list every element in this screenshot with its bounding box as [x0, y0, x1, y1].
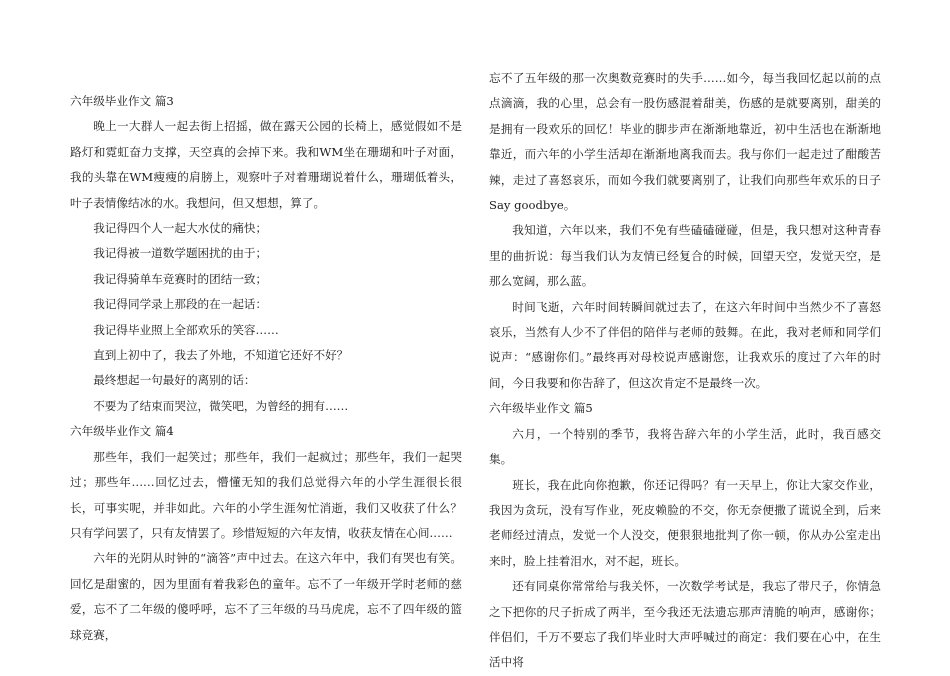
section-heading: 六年级毕业作文 篇5: [489, 401, 593, 416]
paragraph: 还有同桌你常常给与我关怀，一次数学考试是，我忘了带尺子，你情急之下把你的尺子折成了两半，至今我还无法遗忘那声清脆的响声，感谢你；伴侣们，千万不要忘了我们毕业时大声呼喊过的商定：我们要在心中，在生活中将: [489, 579, 881, 670]
list-line: 我记得被一道数学题困扰的由于；: [93, 246, 268, 261]
section-heading: 六年级毕业作文 篇4: [70, 424, 174, 439]
list-line: 我记得骑单车竞赛时的团结一致；: [93, 271, 268, 286]
left-column: [70, 89, 462, 648]
paragraph: 那些年，我们一起笑过；那些年，我们一起疯过；那些年，我们一起哭过；那些年……回忆过去，懵懂无知的我们总觉得六年的小学生涯很长很长，可事实呢，并非如此。六年的小学生涯匆忙消逝，我们又收获了什么？只有学问罢了，只有友情罢了。珍惜短短的六年友情，收获友情在心间……: [70, 449, 462, 540]
paragraph: 六年的光阴从时钟的“滴答”声中过去。在这六年中，我们有哭也有笑。回忆是甜蜜的，因为里面有着我彩色的童年。忘不了一年级开学时老师的慈爱，忘不了二年级的傻呼呼，忘不了三年级的马马虎虎，忘不了四年级的篮球竞赛，: [70, 551, 462, 642]
paragraph: 班长，我在此向你抱歉，你还记得吗？有一天早上，你让大家交作业，我因为贪玩，没有写作业，死皮赖脸的不交，你无奈便撒了谎说全到，后来老师经过清点，发觉一个人没交，便狠狠地批判了你一顿，你从办公室走出来时，脸上挂着泪水，对不起，班长。: [489, 477, 881, 568]
paragraph: 时间飞逝，六年时间转瞬间就过去了，在这六年时间中当然少不了喜怒哀乐，当然有人少不了伴侣的陪伴与老师的鼓舞。在此，我对老师和同学们说声：“感谢你们。”最终再对母校说声感谢您，让我欢乐的度过了六年的时间，今日我要和你告辞了，但这次肯定不是最终一次。: [489, 299, 881, 390]
paragraph-continued: 忘不了五年级的那一次奥数竞赛时的失手……如今，每当我回忆起以前的点点滴滴，我的心里，总会有一股伤感混着甜美，伤感的是就要离别，甜美的是拥有一段欢乐的回忆！毕业的脚步声在渐渐地靠近，初中生活也在渐渐地靠近，而六年的小学生活却在渐渐地离我而去。我与你们一起走过了酣酸苦辣，走过了喜怒哀乐，而如今我们就要离别了，让我们向那些年欢乐的日子Say goodbye。: [489, 71, 881, 213]
list-line: 最终想起一句最好的离别的话：: [93, 373, 256, 388]
right-column: [489, 66, 881, 676]
list-line: 我记得四个人一起大水仗的痛快；: [93, 221, 268, 236]
list-line: 直到上初中了，我去了外地，不知道它还好不好？: [93, 348, 349, 363]
list-line: 我记得同学录上那段的在一起话：: [93, 297, 268, 312]
list-line: 不要为了结束而哭泣，微笑吧，为曾经的拥有……: [93, 398, 349, 413]
section-heading: 六年级毕业作文 篇3: [70, 94, 174, 108]
list-line: 我记得毕业照上全部欢乐的笑容……: [93, 322, 279, 337]
paragraph: 六月，一个特别的季节，我将告辞六年的小学生活，此时，我百感交集。: [489, 426, 881, 467]
paragraph: 我知道，六年以来，我们不免有些磕磕碰碰，但是，我只想对这种青春里的曲折说：每当我们认为友情已经复合的时候，回望天空，发觉天空，是那么宽阔，那么蓝。: [489, 223, 881, 289]
paragraph: 晚上一大群人一起去街上招摇，做在露天公园的长椅上，感觉假如不是路灯和霓虹奋力支撑，天空真的会掉下来。我和WM坐在珊瑚和叶子对面，我的头靠在WM瘦瘦的肩膀上，观察叶子对着珊瑚说着什么，珊瑚低着头，叶子表情像结冰的水。我想问，但又想想，算了。: [70, 119, 462, 210]
